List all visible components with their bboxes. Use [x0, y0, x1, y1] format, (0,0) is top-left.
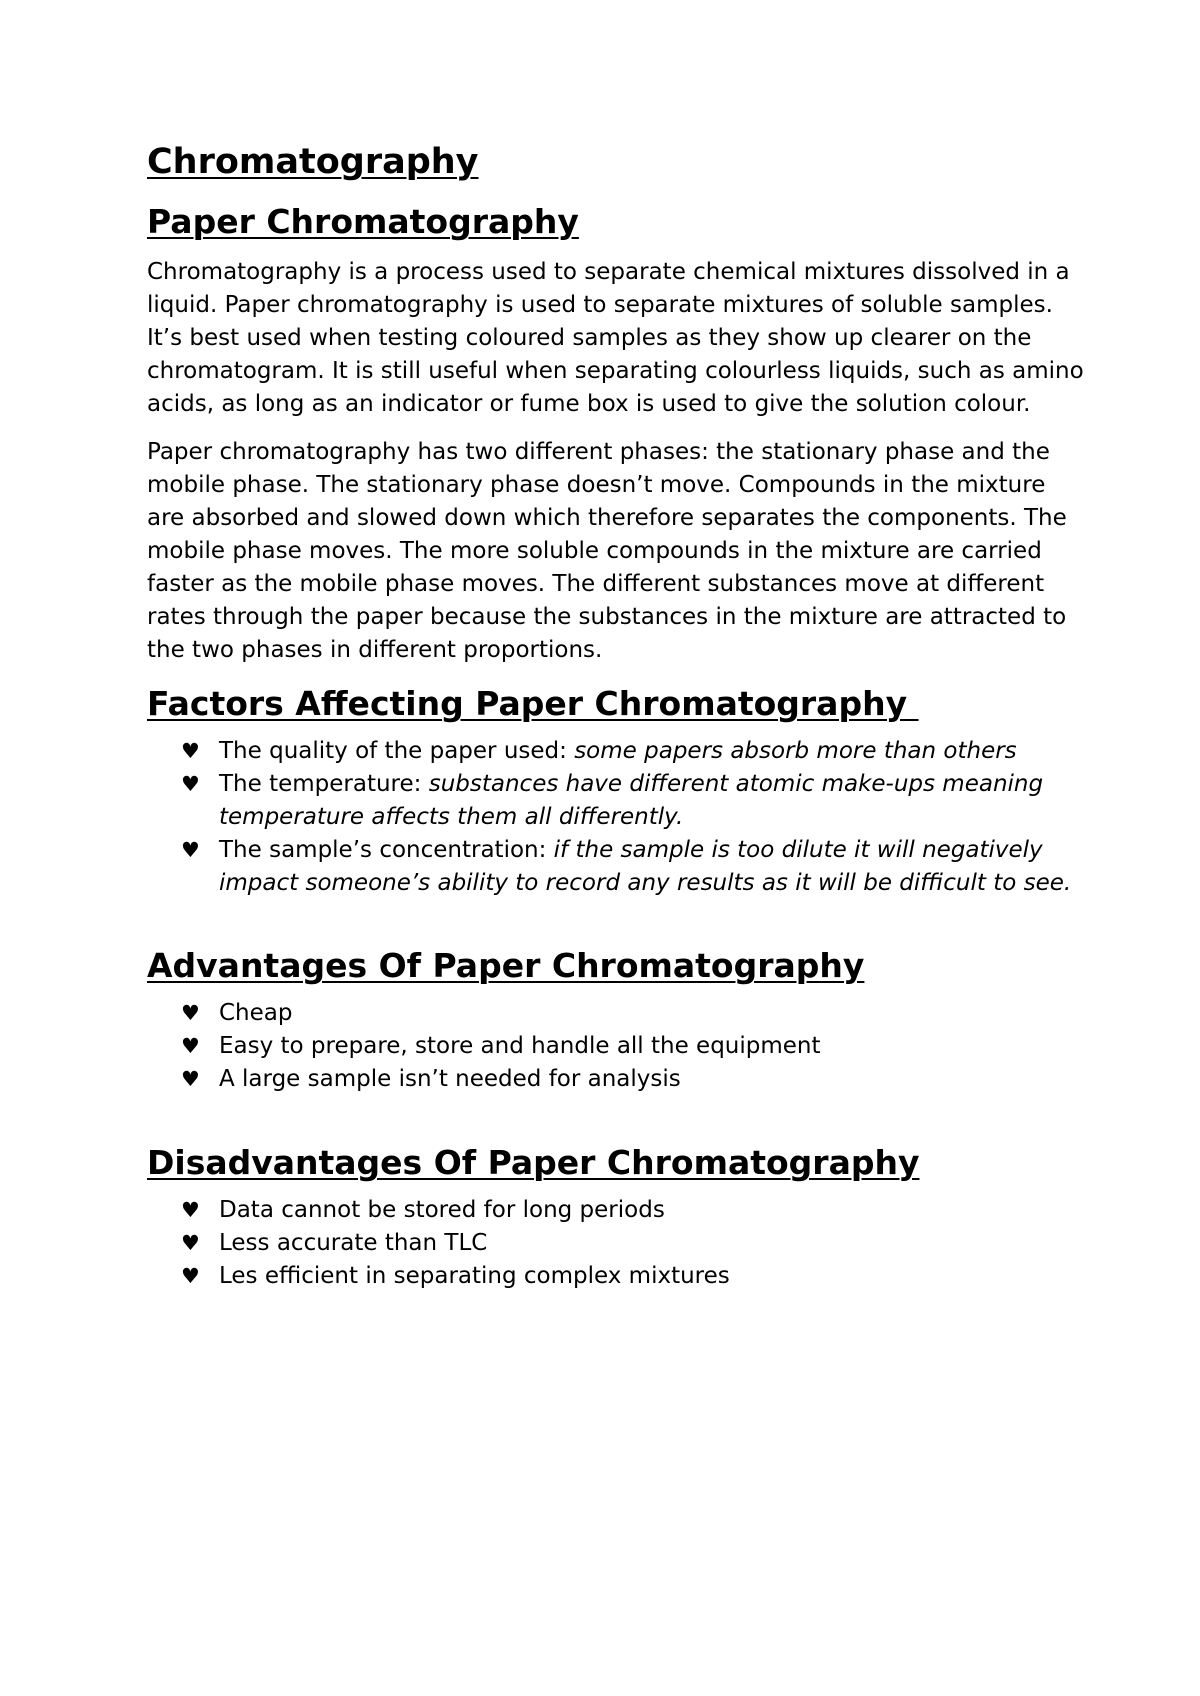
factor-lead: The temperature:: [219, 771, 429, 797]
paragraph-phases: Paper chromatography has two different phases: the stationary phase and the mobile phase. The stationary phase doesn’t move. Compounds in the mixture are absorbed and slowed down which therefore separates the components. The mobile phase moves. The more soluble compounds in the mixture are carried faster as the mobile phase moves. The different substances move at different rates through the paper because the substances in the mixture are attracted to the two phases in different proportions.: [147, 439, 1067, 663]
list-item: [147, 735, 1087, 768]
disadvantage-text: Les efficient in separating complex mixtures: [219, 1263, 730, 1289]
list-item: [147, 997, 1087, 1030]
heart-bullet-icon: ♥: [181, 1198, 200, 1222]
heading-factors: Factors Affecting Paper Chromatography: [147, 684, 919, 723]
list-item: [147, 834, 1087, 900]
document-title: Chromatography: [147, 142, 479, 182]
heart-bullet-icon: ♥: [181, 1067, 200, 1091]
paragraph-intro: Chromatography is a process used to separate chemical mixtures dissolved in a liquid. Paper chromatography is used to separate mixtures of soluble samples. It’s best used when testing coloured samples as they show up clearer on the chromatogram. It is still useful when separating colourless liquids, such as amino acids, as long as an indicator or fume box is used to give the solution colour.: [147, 259, 1084, 417]
list-item: [147, 768, 1087, 834]
heading-disadvantages: Disadvantages Of Paper Chromatography: [147, 1143, 920, 1182]
factor-detail: substances have different atomic make-ups meaning temperature affects them all differently.: [219, 771, 1044, 830]
heart-bullet-icon: ♥: [181, 838, 200, 862]
disadvantages-list: [147, 1194, 1087, 1293]
heart-bullet-icon: ♥: [181, 1001, 200, 1025]
list-item: [147, 1063, 1087, 1096]
heart-bullet-icon: ♥: [181, 739, 200, 763]
advantage-text: Cheap: [219, 1000, 293, 1026]
disadvantage-text: Data cannot be stored for long periods: [219, 1197, 665, 1223]
list-item: [147, 1194, 1087, 1227]
heading-advantages: Advantages Of Paper Chromatography: [147, 946, 865, 985]
advantage-text: A large sample isn’t needed for analysis: [219, 1066, 681, 1092]
advantage-text: Easy to prepare, store and handle all the equipment: [219, 1033, 821, 1059]
list-item: [147, 1227, 1087, 1260]
heart-bullet-icon: ♥: [181, 772, 200, 796]
factor-detail: some papers absorb more than others: [574, 738, 1017, 764]
disadvantage-text: Less accurate than TLC: [219, 1230, 488, 1256]
heading-paper-chromatography: Paper Chromatography: [147, 202, 579, 241]
heart-bullet-icon: ♥: [181, 1034, 200, 1058]
document-page: [147, 140, 1087, 1293]
heart-bullet-icon: ♥: [181, 1231, 200, 1255]
factor-lead: The sample’s concentration:: [219, 837, 554, 863]
factor-lead: The quality of the paper used:: [219, 738, 575, 764]
list-item: [147, 1260, 1087, 1293]
factors-list: [147, 735, 1087, 900]
list-item: [147, 1030, 1087, 1063]
heart-bullet-icon: ♥: [181, 1264, 200, 1288]
factor-detail: if the sample is too dilute it will negatively impact someone’s ability to record any results as it will be difficult to see.: [219, 837, 1072, 896]
advantages-list: [147, 997, 1087, 1096]
